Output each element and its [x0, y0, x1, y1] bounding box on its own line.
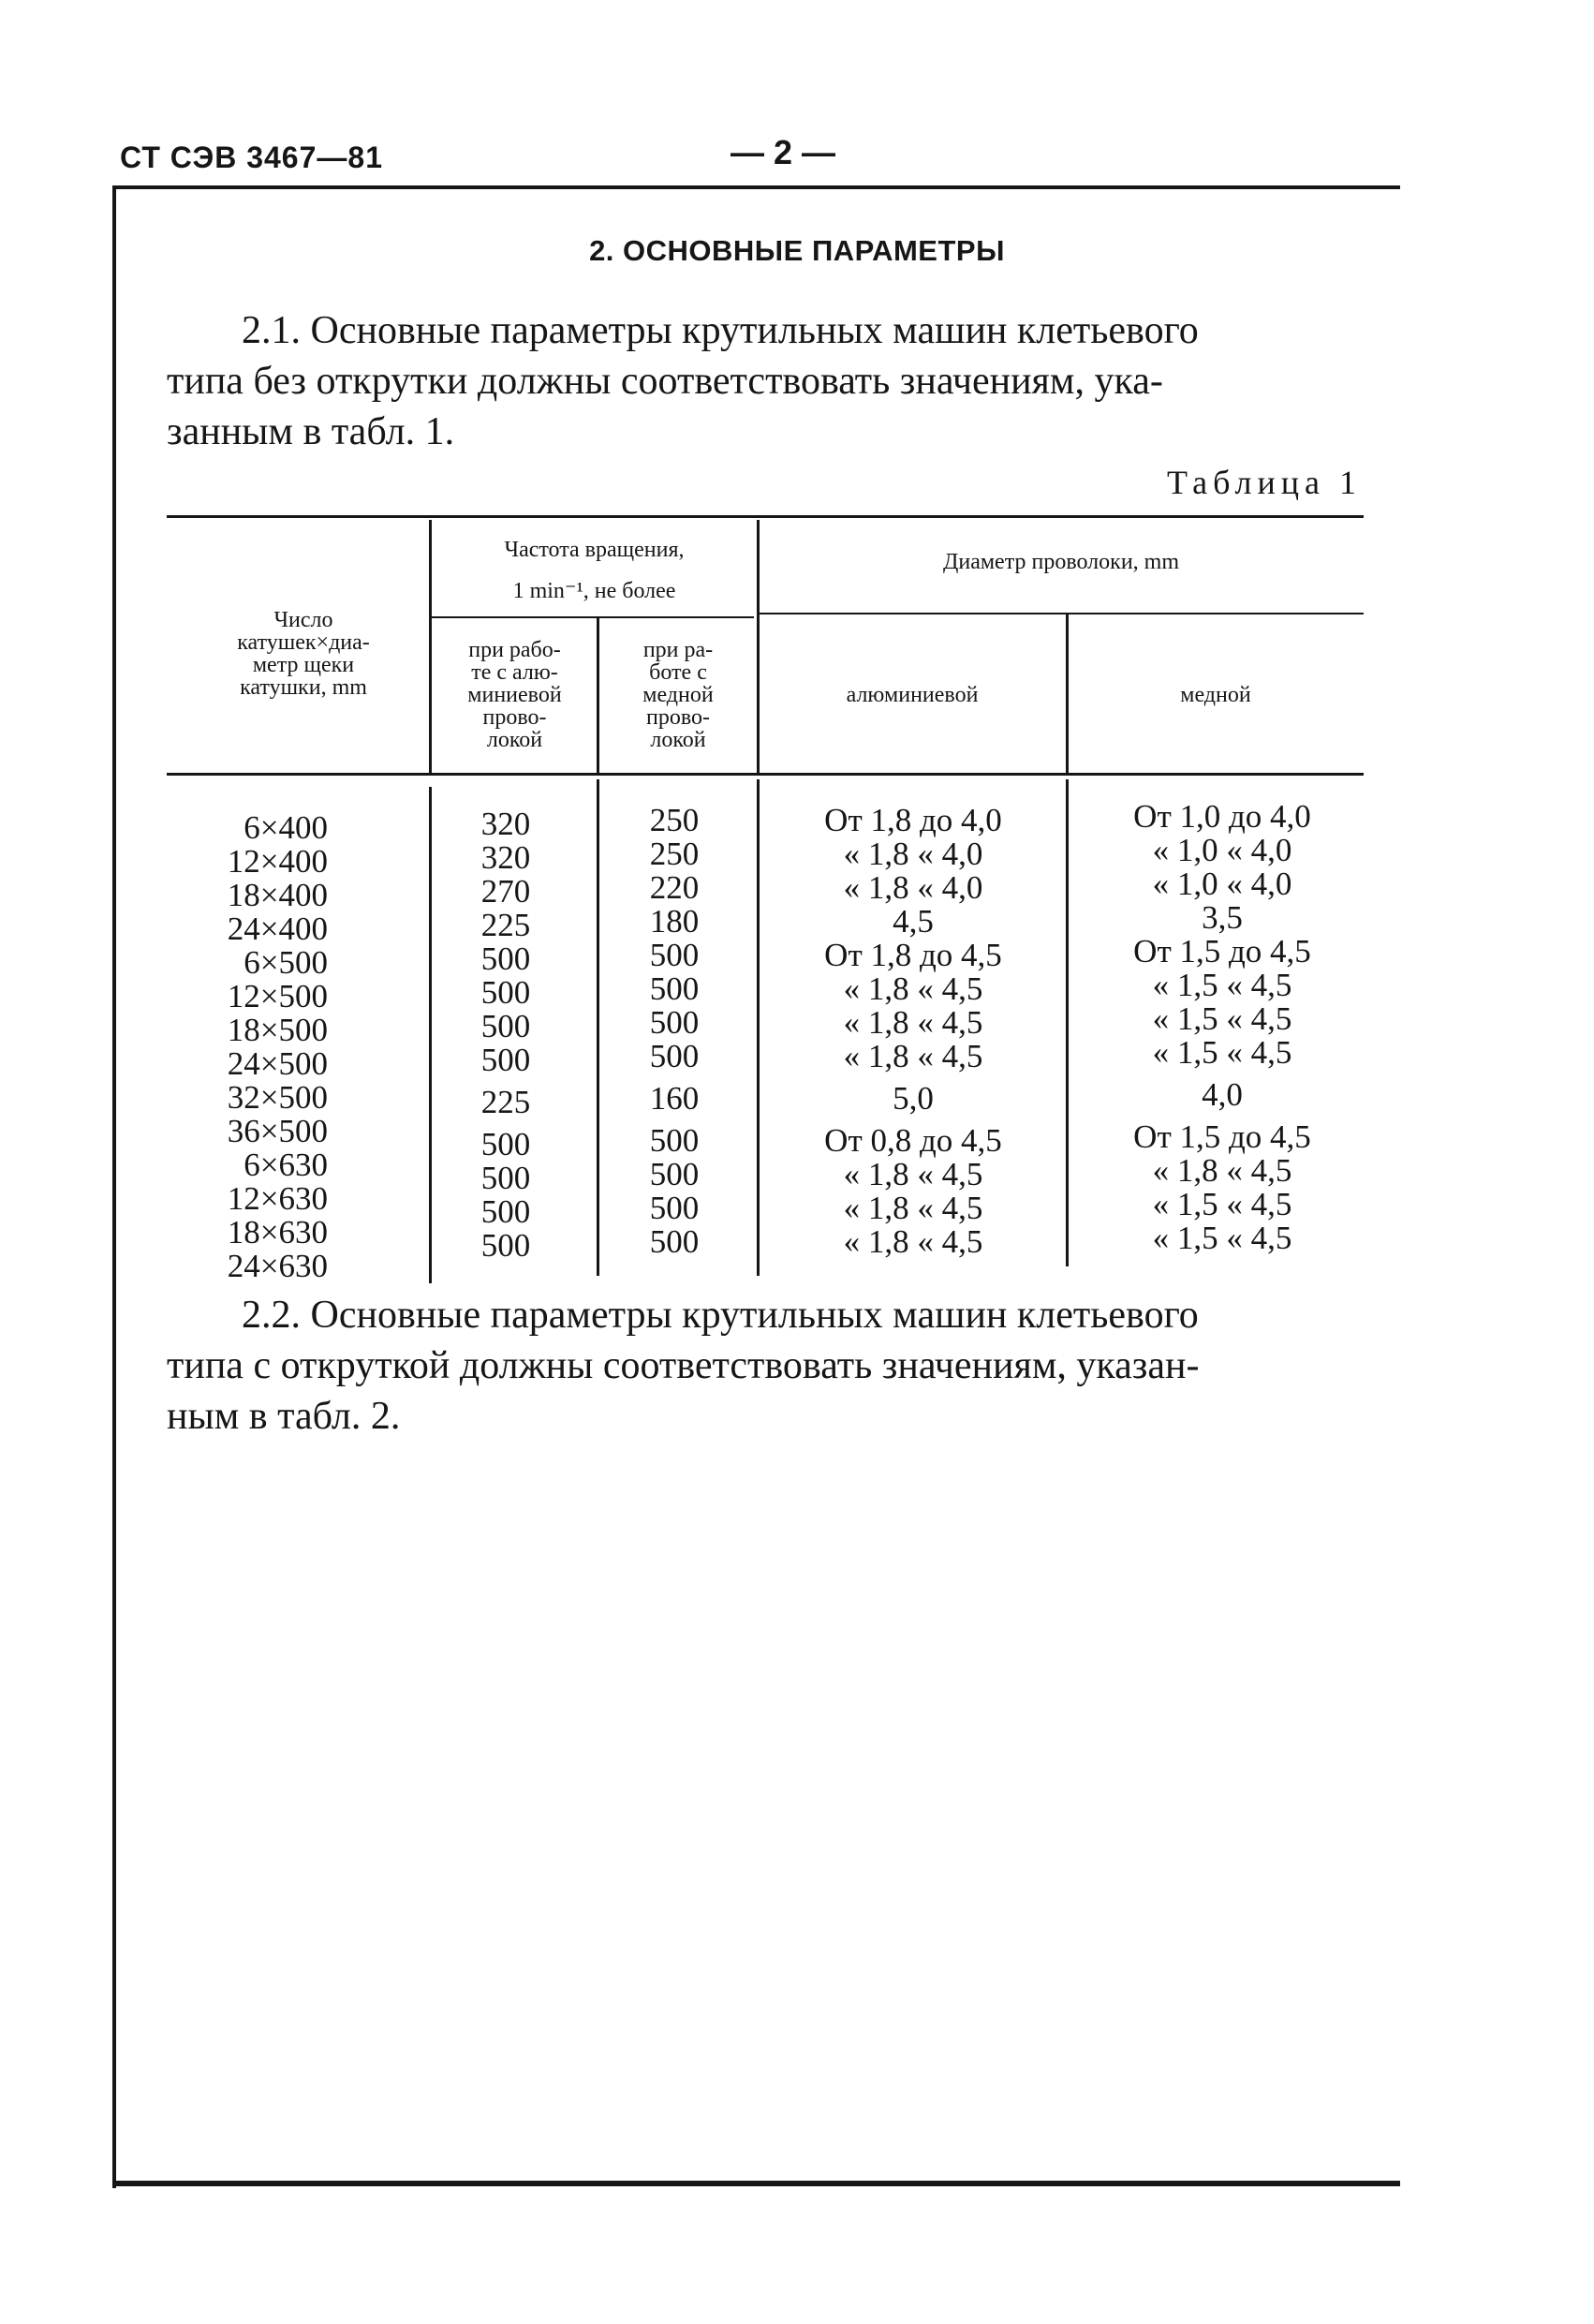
- table-cell: « 1,5 « 4,5: [1152, 1034, 1292, 1071]
- table-cell: 225: [480, 1084, 531, 1120]
- header-diam-aluminium: алюминиевой: [846, 683, 979, 707]
- paragraph-line: ным в табл. 2.: [167, 1395, 401, 1438]
- table-cell: 220: [649, 869, 700, 906]
- table-cell: 24×630: [227, 1248, 328, 1284]
- paragraph-line: типа с откруткой должны соответствовать значениям, указан-: [167, 1344, 1200, 1387]
- table-cell: 250: [649, 802, 700, 838]
- paragraph-2-2: [167, 1290, 1364, 1442]
- table-cell: 4,0: [1202, 1076, 1243, 1113]
- paragraph-line: 2.2. Основные параметры крутильных машин клетьевого: [242, 1294, 1199, 1337]
- table-cell: 500: [649, 970, 700, 1007]
- table-cell: « 1,5 « 4,5: [1152, 967, 1292, 1003]
- col-diam-aluminium: [759, 804, 1068, 1259]
- header-rule: [112, 185, 1400, 189]
- header-freq-aluminium: при рабо- те с алю- миниевой прово- локой: [467, 638, 562, 752]
- table-cell: 250: [649, 836, 700, 872]
- paragraph-line: занным в табл. 1.: [167, 410, 455, 453]
- table-cell: 500: [649, 1190, 700, 1226]
- table-cell: « 1,8 « 4,5: [843, 1190, 983, 1226]
- table-cell: 500: [649, 1038, 700, 1074]
- table-cell: 6×630: [244, 1147, 328, 1183]
- table-cell: 500: [649, 937, 700, 973]
- table-cell: « 1,0 « 4,0: [1152, 866, 1292, 902]
- table-cell: 5,0: [893, 1080, 934, 1117]
- table-cell: 500: [480, 1227, 531, 1264]
- col-count-diameter: [187, 811, 328, 1283]
- col-freq-copper: [599, 804, 749, 1259]
- body-divider-1: [429, 787, 432, 1283]
- table-cell: « 1,8 « 4,0: [843, 836, 983, 872]
- section-title: 2. ОСНОВНЫЕ ПАРАМЕТРЫ: [589, 234, 1005, 267]
- table-cell: От 1,8 до 4,0: [824, 802, 1002, 838]
- table-cell: 320: [480, 806, 531, 842]
- table-cell: 32×500: [227, 1079, 328, 1116]
- table-cell: 500: [480, 1042, 531, 1078]
- table-cell: « 1,0 « 4,0: [1152, 832, 1292, 868]
- table-cell: От 1,5 до 4,5: [1133, 933, 1311, 970]
- freq-subheader-rule: [431, 616, 754, 618]
- table-cell: От 1,5 до 4,5: [1133, 1118, 1311, 1155]
- table-cell: 500: [480, 974, 531, 1011]
- table-cell: « 1,8 « 4,5: [843, 1038, 983, 1074]
- table-cell: 180: [649, 903, 700, 940]
- col-divider-1: [429, 520, 432, 773]
- table-cell: 500: [649, 1004, 700, 1041]
- table-cell: 500: [649, 1223, 700, 1260]
- table-cell: 270: [480, 873, 531, 910]
- table-cell: 500: [480, 1008, 531, 1044]
- header-rotation-frequency: Частота вращения, 1 min⁻¹, не более: [504, 538, 685, 603]
- table-cell: 500: [480, 1193, 531, 1230]
- table-cell: 18×500: [227, 1012, 328, 1048]
- col-diam-copper: [1068, 800, 1377, 1255]
- table-cell: 12×500: [227, 978, 328, 1014]
- table-header-rule: [167, 773, 1364, 776]
- table-cell: 24×500: [227, 1045, 328, 1082]
- table-label: Таблица 1: [1167, 464, 1362, 501]
- header-freq-copper: при ра- боте с медной прово- локой: [642, 638, 714, 752]
- left-margin-rule: [112, 185, 116, 2188]
- header-count-diameter: Число катушек×диа- метр щеки катушки, mm: [237, 608, 370, 700]
- table-cell: От 1,0 до 4,0: [1133, 798, 1311, 835]
- table-cell: От 1,8 до 4,5: [824, 937, 1002, 973]
- table-cell: 4,5: [893, 903, 934, 940]
- table-cell: 500: [480, 1160, 531, 1196]
- document-code: СТ СЭВ 3467—81: [120, 141, 383, 174]
- table-cell: 500: [480, 940, 531, 977]
- col-freq-aluminium: [440, 807, 571, 1263]
- table-cell: 320: [480, 839, 531, 876]
- table-cell: « 1,5 « 4,5: [1152, 1000, 1292, 1037]
- paragraph-2-1: [167, 305, 1364, 457]
- table-cell: 500: [649, 1156, 700, 1192]
- table-cell: 500: [480, 1126, 531, 1162]
- table-cell: 160: [649, 1080, 700, 1117]
- table-cell: « 1,8 « 4,0: [843, 869, 983, 906]
- table-cell: 500: [649, 1122, 700, 1159]
- table-cell: 24×400: [227, 910, 328, 947]
- paragraph-line: типа без открутки должны соответствовать значениям, ука-: [167, 360, 1163, 403]
- header-diam-copper: медной: [1180, 683, 1251, 707]
- page-number: — 2 —: [731, 133, 836, 171]
- diam-subheader-rule: [759, 613, 1364, 614]
- table-cell: 6×400: [244, 809, 328, 846]
- paragraph-line: 2.1. Основные параметры крутильных машин клетьевого: [242, 309, 1199, 352]
- table-cell: « 1,8 « 4,5: [1152, 1152, 1292, 1189]
- table-cell: От 0,8 до 4,5: [824, 1122, 1002, 1159]
- table-cell: 18×400: [227, 877, 328, 913]
- header-wire-diameter: Диаметр проволоки, mm: [943, 550, 1179, 574]
- table-cell: « 1,5 « 4,5: [1152, 1220, 1292, 1256]
- table-cell: 36×500: [227, 1113, 328, 1149]
- table-cell: 6×500: [244, 944, 328, 981]
- table-cell: 3,5: [1202, 899, 1243, 936]
- table-cell: « 1,8 « 4,5: [843, 1156, 983, 1192]
- table-cell: 12×630: [227, 1180, 328, 1217]
- table-cell: « 1,8 « 4,5: [843, 1223, 983, 1260]
- table-cell: « 1,8 « 4,5: [843, 1004, 983, 1041]
- table-cell: 225: [480, 907, 531, 943]
- table-cell: « 1,5 « 4,5: [1152, 1186, 1292, 1222]
- bottom-rule: [112, 2181, 1400, 2186]
- table-cell: 12×400: [227, 843, 328, 880]
- table-top-rule: [167, 515, 1364, 518]
- table-cell: 18×630: [227, 1214, 328, 1251]
- table-cell: « 1,8 « 4,5: [843, 970, 983, 1007]
